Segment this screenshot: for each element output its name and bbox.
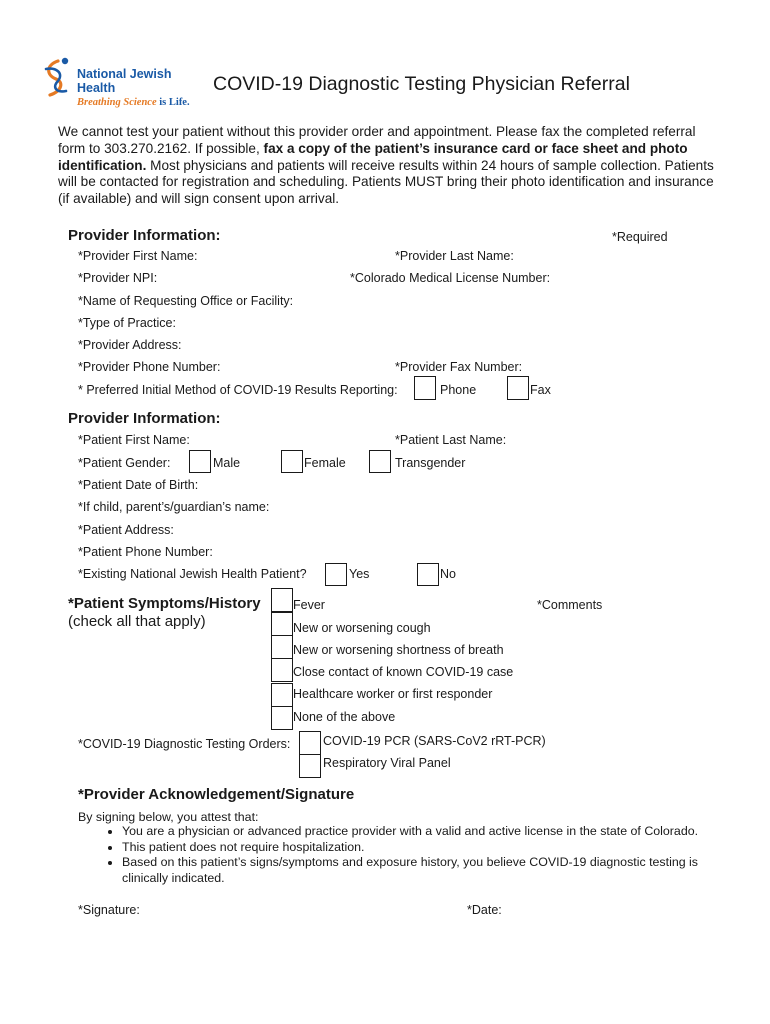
logo-line-2: Health xyxy=(77,81,116,95)
patient-dob-label: *Patient Date of Birth: xyxy=(78,478,199,492)
provider-last-name-label: *Provider Last Name: xyxy=(395,249,514,263)
provider-fax-label: *Provider Fax Number: xyxy=(395,360,523,374)
logo-icon xyxy=(38,55,74,99)
symptom-healthcare-label: Healthcare worker or first responder xyxy=(293,687,493,701)
existing-no-label: No xyxy=(440,567,456,581)
reporting-method-label: * Preferred Initial Method of COVID-19 Results Reporting: xyxy=(78,383,398,397)
symptom-none-label: None of the above xyxy=(293,710,396,724)
attestation-item: • This patient does not require hospitalization. xyxy=(122,840,737,856)
tagline-part-1: Breathing Science xyxy=(77,97,160,108)
gender-female-label: Female xyxy=(304,456,346,470)
signature-label: *Signature: xyxy=(78,903,140,917)
logo-tagline xyxy=(77,97,190,108)
gender-male-label: Male xyxy=(213,456,241,470)
symptom-fever-label: Fever xyxy=(293,598,325,612)
required-note: *Required xyxy=(612,230,668,244)
existing-no-checkbox[interactable] xyxy=(417,563,439,586)
license-number-label: *Colorado Medical License Number: xyxy=(350,271,551,285)
testing-orders-label: *COVID-19 Diagnostic Testing Orders: xyxy=(78,737,291,751)
symptom-contact-checkbox[interactable] xyxy=(271,658,293,682)
provider-phone-label: *Provider Phone Number: xyxy=(78,360,221,374)
intro-text-2: Most physicians and patients will receive results within 24 hours of sample collection. Patients will be contacted for registration and scheduling. Patients MUST bring their photo identification and insurance (if available) and will sign consent upon arrival. xyxy=(58,157,714,207)
acknowledgement-intro: By signing below, you attest that: xyxy=(78,810,259,824)
comments-label: *Comments xyxy=(537,598,603,612)
tagline-part-2: is Life. xyxy=(159,97,190,108)
symptoms-heading: *Patient Symptoms/History xyxy=(68,595,261,612)
reporting-fax-checkbox[interactable] xyxy=(507,376,529,400)
patient-first-name-label: *Patient First Name: xyxy=(78,433,190,447)
gender-transgender-checkbox[interactable] xyxy=(369,450,391,473)
guardian-name-label: *If child, parent’s/guardian’s name: xyxy=(78,500,270,514)
logo xyxy=(38,55,198,111)
attestation-item: • You are a physician or advanced practice provider with a valid and active license in the state of Colorado. xyxy=(122,824,737,840)
office-name-label: *Name of Requesting Office or Facility: xyxy=(78,294,294,308)
patient-gender-label: *Patient Gender: xyxy=(78,456,171,470)
existing-yes-checkbox[interactable] xyxy=(325,563,347,586)
date-label: *Date: xyxy=(467,903,502,917)
page-title: COVID-19 Diagnostic Testing Physician Referral xyxy=(213,73,630,95)
patient-last-name-label: *Patient Last Name: xyxy=(395,433,507,447)
provider-npi-label: *Provider NPI: xyxy=(78,271,158,285)
symptom-cough-label: New or worsening cough xyxy=(293,621,431,635)
intro-paragraph xyxy=(58,124,718,208)
symptom-none-checkbox[interactable] xyxy=(271,706,293,730)
order-pcr-label: COVID-19 PCR (SARS-CoV2 rRT-PCR) xyxy=(323,734,546,748)
symptom-cough-checkbox[interactable] xyxy=(271,612,293,636)
symptoms-subheading: (check all that apply) xyxy=(68,613,206,630)
gender-female-checkbox[interactable] xyxy=(281,450,303,473)
attestation-item: • Based on this patient’s signs/symptoms and exposure history, you believe COVID-19 diagnostic testing is clinically indicated. xyxy=(122,855,737,886)
patient-section-heading: Provider Information: xyxy=(68,410,221,427)
symptom-healthcare-checkbox[interactable] xyxy=(271,683,293,707)
provider-address-label: *Provider Address: xyxy=(78,338,182,352)
practice-type-label: *Type of Practice: xyxy=(78,316,176,330)
gender-male-checkbox[interactable] xyxy=(189,450,211,473)
order-pcr-checkbox[interactable] xyxy=(299,731,321,755)
order-viral-panel-checkbox[interactable] xyxy=(299,754,321,778)
reporting-phone-label: Phone xyxy=(440,383,477,397)
intro-text-1: We cannot test your patient without this provider order and appointment. Please fax the completed referral form to 303.270.2162. If possible, xyxy=(58,124,696,156)
intro-bold-text: fax a copy of the patient’s insurance card or face sheet and photo identification. xyxy=(58,140,688,173)
reporting-phone-checkbox[interactable] xyxy=(414,376,436,400)
order-viral-panel-label: Respiratory Viral Panel xyxy=(323,756,451,770)
patient-phone-label: *Patient Phone Number: xyxy=(78,545,213,559)
symptom-contact-label: Close contact of known COVID-19 case xyxy=(293,665,514,679)
provider-first-name-label: *Provider First Name: xyxy=(78,249,198,263)
gender-transgender-label: Transgender xyxy=(395,456,466,470)
logo-line-1: National Jewish xyxy=(77,67,172,81)
acknowledgement-heading: *Provider Acknowledgement/Signature xyxy=(78,786,355,803)
provider-section-heading: Provider Information: xyxy=(68,227,221,244)
existing-yes-label: Yes xyxy=(349,567,370,581)
existing-patient-label: *Existing National Jewish Health Patient? xyxy=(78,567,307,581)
attestation-list xyxy=(100,824,737,886)
symptom-breath-checkbox[interactable] xyxy=(271,635,293,659)
symptom-fever-checkbox[interactable] xyxy=(271,588,293,612)
patient-address-label: *Patient Address: xyxy=(78,523,174,537)
symptom-breath-label: New or worsening shortness of breath xyxy=(293,643,504,657)
reporting-fax-label: Fax xyxy=(530,383,551,397)
